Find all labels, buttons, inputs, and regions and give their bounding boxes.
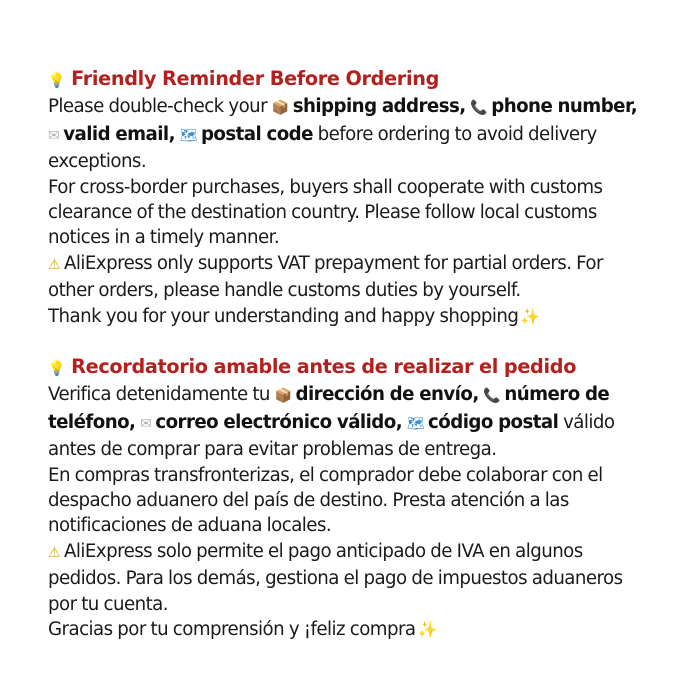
text-line: pedidos. Para los demás, gestiona el pago de impuestos aduaneros [48,568,623,590]
text-line: clearance of the destination country. Please follow local customs [48,202,597,224]
warning-icon: ⚠ [48,256,61,273]
text-line: ⚠ AliExpress solo permite el pago anticipado de IVA en algunos [48,539,648,566]
reminder-section-spanish [48,354,648,642]
text-line: ⚠ AliExpress only supports VAT prepayment for partial orders. For [48,251,648,278]
text-line: antes de comprar para evitar problemas de entrega. [48,439,497,461]
valid-email-label: valid email, [63,123,175,145]
envelope-icon: ✉ [48,127,60,144]
light-bulb-icon: 💡 [48,73,66,89]
text-line: por tu cuenta. [48,593,168,615]
postal-code-label: postal code [200,123,313,145]
envelope-icon: ✉ [140,415,152,432]
postal-code-label: código postal [428,411,559,433]
phone-number-label: número de [504,384,610,406]
package-icon: 📦 [271,100,289,117]
text-line: ✉ valid email, 🗺 postal code before ordering to avoid delivery [48,122,648,149]
text-line: exceptions. [48,151,147,173]
text-line: Thank you for your understanding and happy shopping ✨ [48,305,540,327]
text-line: teléfono, ✉ correo electrónico válido, 🗺 código postal válido [48,410,648,437]
valid-email-label: correo electrónico válido, [155,411,403,433]
text-line: notificaciones de aduana locales. [48,515,332,537]
phone-icon: 📞 [483,388,501,405]
text-line: notices in a timely manner. [48,227,280,249]
reminder-section-english [48,66,648,329]
sparkles-icon: ✨ [520,306,540,326]
phone-number-label-cont: teléfono, [48,411,136,433]
text-line: Verifica detenidamente tu 📦 dirección de envío, 📞 número de [48,382,648,409]
map-icon: 🗺 [179,127,197,144]
shipping-address-label: dirección de envío, [295,384,479,406]
sparkles-icon: ✨ [417,620,437,640]
text-line: Please double-check your 📦 shipping address, 📞 phone number, [48,94,648,121]
text-line: En compras transfronterizas, el comprador debe colaborar con el [48,464,603,486]
phone-number-label: phone number, [491,96,638,118]
text-line: Gracias por tu comprensión y ¡feliz compra ✨ [48,619,437,641]
phone-icon: 📞 [470,100,488,117]
text-line: For cross-border purchases, buyers shall cooperate with customs [48,176,603,198]
section-title-english: 💡 Friendly Reminder Before Ordering [48,67,440,90]
text-line: other orders, please handle customs duties by yourself. [48,280,521,302]
warning-icon: ⚠ [48,544,61,561]
shipping-address-label: shipping address, [292,96,466,118]
section-title-spanish: 💡 Recordatorio amable antes de realizar el pedido [48,355,577,378]
light-bulb-icon: 💡 [48,361,66,377]
package-icon: 📦 [274,388,292,405]
map-icon: 🗺 [406,415,425,432]
text-line: despacho aduanero del país de destino. Presta atención a las [48,490,569,512]
